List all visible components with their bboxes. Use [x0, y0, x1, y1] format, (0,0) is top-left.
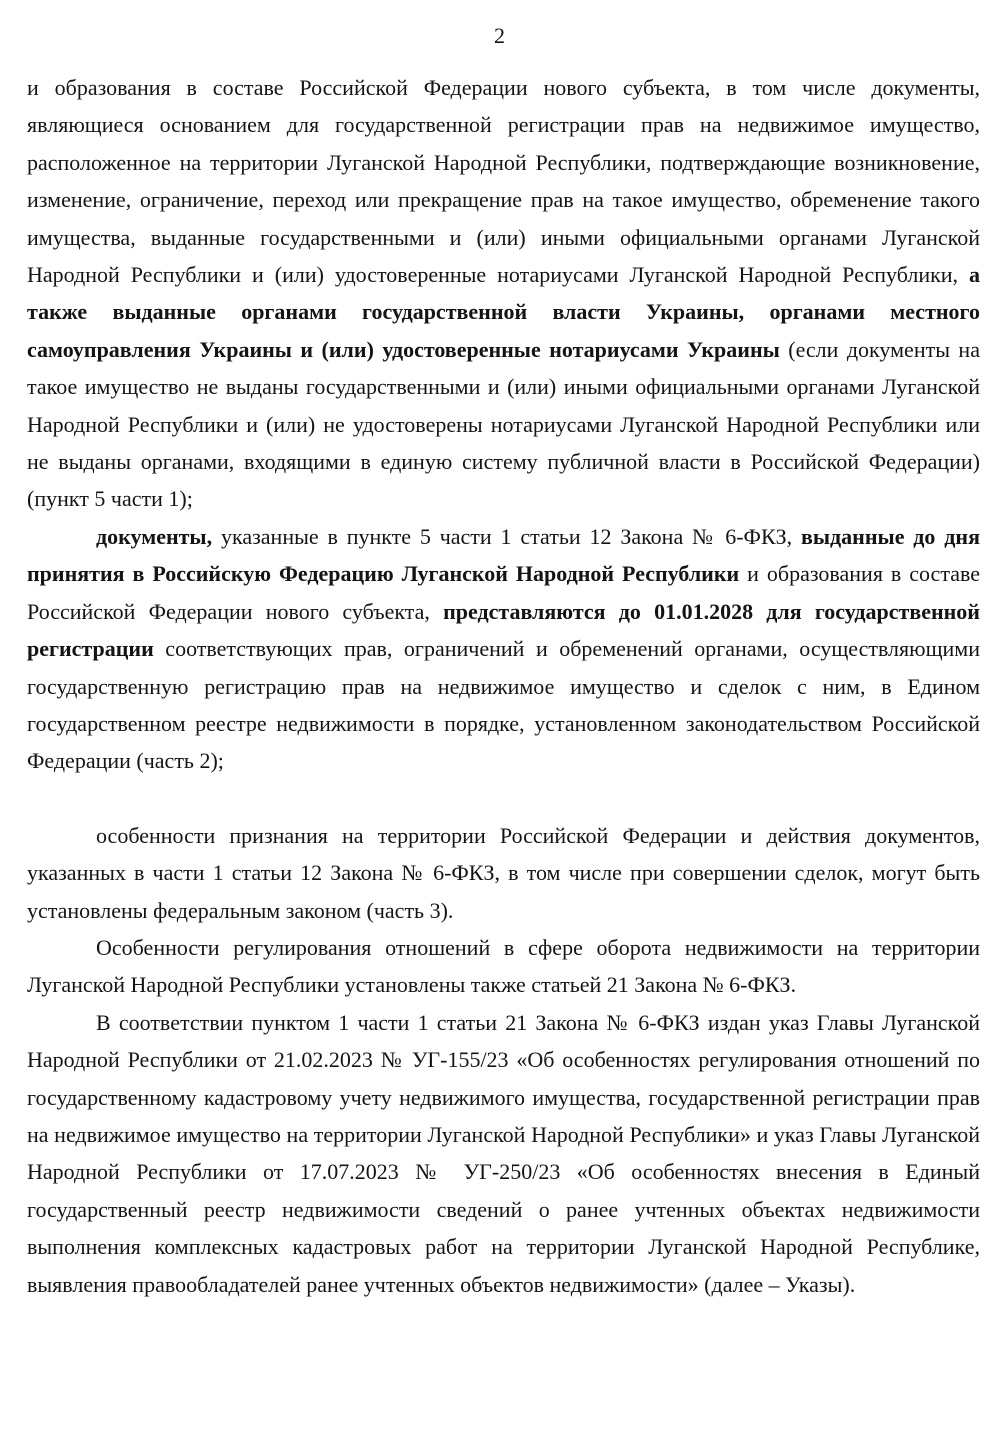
- bold-text-segment: а также выданные органами государственной власти Украины, органами местного самоуправления Украины и (или) удостоверенные нотариусами Украины: [27, 262, 980, 362]
- text-segment: особенности признания на территории Российской Федерации и действия документов, указанных в части 1 статьи 12 Закона № 6-ФКЗ, в том числе при совершении сделок, могут быть установлены федеральным законом (часть 3).: [27, 822, 980, 923]
- paragraph-recognition-features: [27, 817, 980, 929]
- paragraph-continuation: [27, 69, 980, 518]
- paragraph-decrees: [27, 1004, 980, 1303]
- text-segment: Особенности регулирования отношений в сфере оборота недвижимости на территории Луганской Народной Республики установлены также статьей 21 Закона № 6-ФКЗ.: [27, 934, 980, 998]
- bold-text-segment: документы,: [96, 523, 213, 549]
- bold-text-segment: представляются до 01.01.2028 для государственной регистрации: [27, 598, 980, 662]
- text-segment: (если документы на такое имущество не выданы государственными и (или) иными официальными органами Луганской Народной Республики и (или) не удостоверены нотариусами Луганской Народной Республики или не выданы органами, входящими в единую систему публичной власти в Российской Федерации) (пункт 5 части 1);: [27, 336, 980, 512]
- text-segment: соответствующих прав, ограничений и обременений органами, осуществляющими государственную регистрацию прав на недвижимое имущество и сделок с ним, в Едином государственном реестре недвижимости в порядке, установленном законодательством Российской Федерации (часть 2);: [27, 636, 980, 774]
- text-segment: указанные в пункте 5 части 1 статьи 12 Закона № 6-ФКЗ,: [212, 523, 801, 549]
- text-segment: и образования в составе Российской Федерации нового субъекта, в том числе документы, являющиеся основанием для государственной регистрации прав на недвижимое имущество, расположенное на территории Луганской Народной Республики, подтверждающие возникновение, изменение, ограничение, переход или прекращение прав на такое имущество, обременение такого имущества, выданные государственными и (или) иными официальными органами Луганской Народной Республики и (или) удостоверенные нотариусами Луганской Народной Республики,: [27, 75, 980, 288]
- bold-text-segment: выданные до дня принятия в Российскую Федерацию Луганской Народной Республики: [27, 523, 980, 587]
- paragraph-documents-submission: [27, 518, 980, 780]
- text-segment: В соответствии пунктом 1 части 1 статьи 21 Закона № 6-ФКЗ издан указ Главы Луганской Народной Республики от 21.02.2023 № УГ-155/23 «Об особенностях регулирования отношений по государственному кадастровому учету недвижимого имущества, государственной регистрации прав на недвижимое имущество на территории Луганской Народной Республики» и указ Главы Луганской Народной Республики от 17.07.2023 № УГ-250/23 «Об особенностях внесения в Единый государственный реестр недвижимости сведений о ранее учтенных объектах недвижимости выполнения комплексных кадастровых работ на территории Луганской Народной Республике, выявления правообладателей ранее учтенных объектов недвижимости» (далее – Указы).: [27, 1009, 980, 1297]
- paragraph-real-estate-regulation: [27, 929, 980, 1004]
- page-number: 2: [494, 23, 505, 48]
- document-body: [27, 69, 980, 1303]
- text-segment: и образования в составе Российской Федерации нового субъекта,: [27, 561, 980, 624]
